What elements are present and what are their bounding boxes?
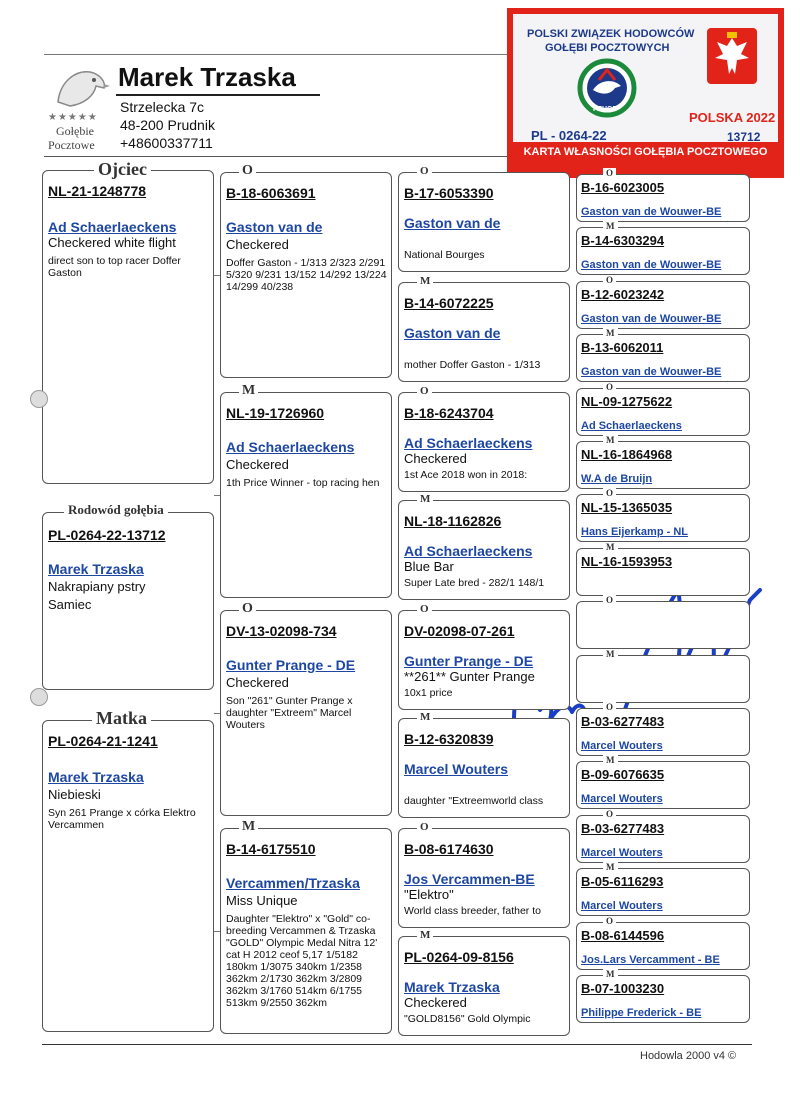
g4-box xyxy=(576,488,750,542)
male-label: O xyxy=(239,163,256,179)
g4-ring: B-14-6303294 xyxy=(581,233,665,249)
female-label: M xyxy=(603,969,618,979)
g4-box xyxy=(576,168,750,222)
female-label: M xyxy=(239,383,258,399)
g4-owner[interactable]: Gaston van de Wouwer-BE xyxy=(581,366,722,379)
card-line2: GOŁĘBI POCZTOWYCH xyxy=(545,42,670,54)
g3-box xyxy=(398,711,570,818)
dam-ring: PL-0264-21-1241 xyxy=(48,733,158,749)
g4-box xyxy=(576,755,750,809)
g4-box xyxy=(576,595,750,649)
card-number: 13712 xyxy=(727,130,761,144)
g2-note: Doffer Gaston - 1/313 2/323 2/291 5/320 9/231 13/152 14/292 13/224 14/299 40/238 xyxy=(226,257,387,293)
female-label: M xyxy=(603,649,618,659)
subject-box xyxy=(42,512,214,690)
male-label: O xyxy=(417,165,432,177)
male-label: O xyxy=(603,168,616,178)
male-label: O xyxy=(603,809,616,819)
header-underline xyxy=(116,94,320,96)
binder-hole-bottom xyxy=(30,688,48,706)
male-label: O xyxy=(417,603,432,615)
g2-ring: B-18-6063691 xyxy=(226,185,316,201)
g4-ring: NL-09-1275622 xyxy=(581,393,673,409)
g4-owner[interactable]: Ad Schaerlaeckens xyxy=(581,419,682,432)
g3-note: Super Late bred - 282/1 148/1 xyxy=(404,577,545,589)
g3-note: 10x1 price xyxy=(404,687,453,699)
female-label: M xyxy=(417,493,433,505)
female-label: M xyxy=(239,819,258,835)
g4-ring: B-12-6023242 xyxy=(581,286,665,302)
mother-label: Matka xyxy=(92,708,151,729)
g3-ring: B-14-6072225 xyxy=(404,295,494,311)
g3-note: 1st Ace 2018 won in 2018: xyxy=(404,469,528,481)
logo-line2: Pocztowe xyxy=(48,138,95,152)
sire-box xyxy=(42,170,214,484)
g2-box xyxy=(220,601,392,816)
female-label: M xyxy=(417,929,433,941)
g4-ring: B-16-6023005 xyxy=(581,180,665,195)
male-label: O xyxy=(417,821,432,833)
male-label: O xyxy=(603,275,616,285)
card-ring: PL - 0264-22 xyxy=(531,128,607,143)
female-label: M xyxy=(603,435,618,445)
g3-note: National Bourges xyxy=(404,249,485,261)
g2-box xyxy=(220,819,392,1034)
pigeon-icon xyxy=(50,62,110,112)
g3-owner[interactable]: Gaston van de xyxy=(404,215,501,231)
g4-box xyxy=(576,862,750,916)
g4-ring: B-08-6144596 xyxy=(581,927,665,943)
breeder-phone: +48600337711 xyxy=(120,135,213,151)
g4-owner[interactable]: Marcel Wouters xyxy=(581,846,663,859)
g3-box xyxy=(398,385,570,492)
male-label: O xyxy=(603,702,616,712)
g3-owner[interactable]: Gaston van de xyxy=(404,325,501,341)
subject-owner[interactable]: Marek Trzaska xyxy=(48,561,144,577)
g3-ring: B-18-6243704 xyxy=(404,405,494,421)
g3-colour: "Elektro" xyxy=(404,887,454,902)
subject-ring: PL-0264-22-13712 xyxy=(48,527,166,543)
g3-box xyxy=(398,275,570,382)
subject-sex: Samiec xyxy=(48,597,92,612)
g2-note: 1th Price Winner - top racing hen xyxy=(226,477,380,489)
g4-ring: NL-16-1593953 xyxy=(581,553,673,569)
g4-ring: NL-15-1365035 xyxy=(581,500,673,516)
g2-owner[interactable]: Gaston van de xyxy=(226,219,323,235)
g4-ring: B-09-6076635 xyxy=(581,767,665,783)
connector xyxy=(214,713,220,714)
g2-ring: DV-13-02098-734 xyxy=(226,623,337,639)
g4-ring: B-13-6062011 xyxy=(581,340,664,356)
g4-box xyxy=(576,915,750,970)
g4-ring: B-03-6277483 xyxy=(581,714,665,729)
subject-colour: Nakrapiany pstry xyxy=(48,579,146,594)
sire-ring: NL-21-1248778 xyxy=(48,183,147,199)
g3-ring: B-12-6320839 xyxy=(404,731,494,747)
male-label: O xyxy=(603,916,616,926)
g3-colour: Checkered xyxy=(404,451,467,466)
g3-owner[interactable]: Marcel Wouters xyxy=(404,761,508,777)
eagle-emblem-icon xyxy=(707,28,757,84)
g2-owner[interactable]: Ad Schaerlaeckens xyxy=(226,439,355,455)
g3-ring: NL-18-1162826 xyxy=(404,513,502,529)
g3-owner[interactable]: Jos Vercammen-BE xyxy=(404,871,535,887)
g4-ring: B-05-6116293 xyxy=(581,874,664,890)
male-label: O xyxy=(239,601,256,617)
g4-owner[interactable]: Gaston van de Wouwer-BE xyxy=(581,259,722,272)
g2-note: Daughter "Elektro" x "Gold" co-breeding Vercammen & Trzaska "GOLD" Olympic Medal Nitra 12' cat H 2012 ceof 5,17 1/5182 180km 1/3075 340km 1/2358 362km 2/1730 362km 3/2809 362km 3/1760 514km 6/1755 513km 9/2550 362km xyxy=(226,913,378,1009)
g3-note: World class breeder, father to xyxy=(404,905,541,917)
male-label: O xyxy=(603,382,616,392)
card-logo-text: PZHGP xyxy=(593,106,618,113)
club-logo xyxy=(44,62,114,152)
g3-owner[interactable]: Ad Schaerlaeckens xyxy=(404,543,533,559)
g3-owner[interactable]: Gunter Prange - DE xyxy=(404,653,534,669)
g2-ring: B-14-6175510 xyxy=(226,841,316,857)
g3-note: mother Doffer Gaston - 1/313 xyxy=(404,359,541,371)
header-rule xyxy=(44,54,509,55)
g4-box xyxy=(576,541,750,596)
sire-colour: Checkered white flight xyxy=(48,235,176,250)
g3-ring: PL-0264-09-8156 xyxy=(404,949,514,965)
g3-box xyxy=(398,821,570,928)
g4-box xyxy=(576,969,750,1023)
g2-colour: Checkered xyxy=(226,237,289,252)
g4-ring: B-03-6277483 xyxy=(581,820,665,836)
breeder-name: Marek Trzaska xyxy=(118,62,296,92)
g4-owner[interactable]: Jos.Lars Vercamment - BE xyxy=(581,953,720,966)
g3-owner[interactable]: Marek Trzaska xyxy=(404,979,500,995)
sire-owner[interactable]: Ad Schaerlaeckens xyxy=(48,219,177,235)
g4-box xyxy=(576,328,750,382)
g4-box xyxy=(576,808,750,863)
breeder-city: 48-200 Prudnik xyxy=(120,117,215,133)
g4-box xyxy=(576,274,750,329)
g4-owner[interactable]: Gaston van de Wouwer-BE xyxy=(581,312,722,325)
dam-note: Syn 261 Prange x córka Elektro Vercammen xyxy=(48,807,196,831)
male-label: O xyxy=(603,488,616,498)
g2-note: Son "261" Gunter Prange x daughter "Extreem" Marcel Wouters xyxy=(226,695,353,731)
father-label: Ojciec xyxy=(94,159,151,180)
g3-box xyxy=(398,165,570,272)
dam-colour: Niebieski xyxy=(48,787,101,802)
g3-colour: **261** Gunter Prange xyxy=(404,669,535,684)
g3-colour: Blue Bar xyxy=(404,559,454,574)
g3-ring: B-17-6053390 xyxy=(404,185,494,201)
g2-colour: Checkered xyxy=(226,675,289,690)
header-bottom-rule xyxy=(44,156,509,157)
g2-ring: NL-19-1726960 xyxy=(226,405,325,421)
g4-box xyxy=(576,381,750,436)
female-label: M xyxy=(603,221,618,231)
binder-hole-top xyxy=(30,390,48,408)
g3-colour: Checkered xyxy=(404,995,467,1010)
g4-box xyxy=(576,648,750,703)
g4-owner[interactable]: Marcel Wouters xyxy=(581,900,663,913)
logo-line1: Gołębie xyxy=(56,124,94,138)
female-label: M xyxy=(417,275,433,287)
card-line1: POLSKI ZWIĄZEK HODOWCÓW xyxy=(527,28,695,40)
g4-box xyxy=(576,435,750,489)
g3-box xyxy=(398,493,570,600)
ownership-card-body xyxy=(513,14,778,142)
dam-box xyxy=(42,720,214,1032)
female-label: M xyxy=(603,862,618,872)
g2-box xyxy=(220,163,392,378)
sire-note: direct son to top racer Doffer Gaston xyxy=(48,255,181,279)
female-label: M xyxy=(603,542,618,552)
g4-owner[interactable]: Gaston van de Wouwer-BE xyxy=(581,206,722,218)
breeder-street: Strzelecka 7c xyxy=(120,99,205,115)
male-label: O xyxy=(603,595,616,605)
g4-ring: NL-16-1864968 xyxy=(581,447,673,462)
male-label: O xyxy=(417,385,432,397)
connector xyxy=(214,495,220,496)
g4-owner[interactable]: Marcel Wouters xyxy=(581,740,663,752)
pedigree-label: Rodowód gołębia xyxy=(64,502,168,518)
g4-box xyxy=(576,221,750,275)
g2-colour: Miss Unique xyxy=(226,893,298,908)
g4-owner[interactable]: Hans Eijerkamp - NL xyxy=(581,526,688,539)
g3-box xyxy=(398,929,570,1036)
dam-owner[interactable]: Marek Trzaska xyxy=(48,769,144,785)
g3-owner[interactable]: Ad Schaerlaeckens xyxy=(404,435,533,451)
g2-box xyxy=(220,383,392,598)
ownership-card xyxy=(507,8,784,178)
g2-owner[interactable]: Vercammen/Trzaska xyxy=(226,875,360,891)
g3-ring: B-08-6174630 xyxy=(404,841,494,857)
g4-owner[interactable]: Philippe Frederick - BE xyxy=(581,1007,702,1019)
footer-rule xyxy=(42,1044,752,1045)
connector xyxy=(214,275,220,276)
connector xyxy=(214,931,220,932)
g2-colour: Checkered xyxy=(226,457,289,472)
card-footer: KARTA WŁASNOŚCI GOŁĘBIA POCZTOWEGO xyxy=(523,146,768,158)
logo-stars: ★★★★★ xyxy=(48,112,98,123)
g4-box xyxy=(576,702,750,756)
g3-ring: DV-02098-07-261 xyxy=(404,623,515,639)
female-label: M xyxy=(603,328,618,338)
g4-ring: B-07-1003230 xyxy=(581,981,665,996)
g4-owner[interactable]: Marcel Wouters xyxy=(581,793,663,806)
female-label: M xyxy=(603,755,618,765)
g3-note: "GOLD8156" Gold Olympic xyxy=(404,1013,531,1025)
card-country: POLSKA 2022 xyxy=(689,110,776,125)
g4-owner[interactable]: W.A de Bruijn xyxy=(581,473,653,485)
g2-owner[interactable]: Gunter Prange - DE xyxy=(226,657,356,673)
g3-box xyxy=(398,603,570,710)
footer-text: Hodowla 2000 v4 © xyxy=(640,1050,737,1062)
g3-note: daughter "Extreemworld class xyxy=(404,795,544,807)
female-label: M xyxy=(417,711,433,723)
